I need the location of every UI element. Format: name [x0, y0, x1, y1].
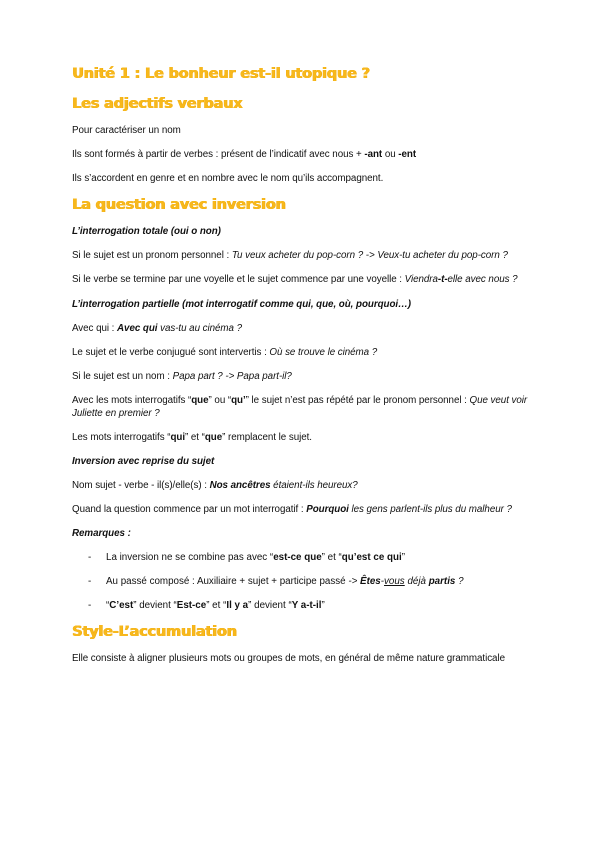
paragraph: Pour caractériser un nom — [72, 125, 181, 136]
paragraph: Ils sont formés à partir de verbes : présent de l’indicatif avec nous + -ant ou -ent — [72, 149, 417, 161]
paragraph: Elle consiste à aligner plusieurs mots ou groupes de mots, en général de même nature grammaticale — [72, 653, 505, 665]
list-item: - “C’est” devient “Est-ce” et “Il y a” devient “Y a-t-il” — [72, 600, 530, 613]
document-page — [72, 66, 530, 677]
list-item: - Au passé composé : Auxiliaire + sujet + participe passé -> Êtes-vous déjà partis ? — [72, 576, 530, 589]
paragraph: Le sujet et le verbe conjugué sont intervertis : Où se trouve le cinéma ? — [72, 346, 378, 358]
list-item: - La inversion ne se combine pas avec “est-ce que” et “qu’est ce qui” — [72, 552, 530, 565]
paragraph: Nom sujet - verbe - il(s)/elle(s) : Nos ancêtres étaient-ils heureux? — [72, 479, 358, 491]
heading-adjectifs-verbaux: Les adjectifs verbaux — [72, 96, 243, 112]
paragraph: Si le verbe se termine par une voyelle et le sujet commence par une voyelle : Viendra-t-elle avec nous ? — [72, 274, 518, 286]
paragraph: Ils s’accordent en genre et en nombre avec le nom qu’ils accompagnent. — [72, 173, 384, 185]
paragraph: Si le sujet est un pronom personnel : Tu veux acheter du pop-corn ? -> Veux-tu acheter du pop-corn ? — [72, 250, 508, 262]
paragraph: Les mots interrogatifs “qui” et “que” remplacent le sujet. — [72, 431, 312, 443]
paragraph: Avec qui : Avec qui vas-tu au cinéma ? — [72, 322, 242, 334]
paragraph: Quand la question commence par un mot interrogatif : Pourquoi les gens parlent-ils plus du malheur ? — [72, 503, 512, 515]
paragraph: Avec les mots interrogatifs “que” ou “qu’” le sujet n’est pas répété par le pronom personnel : Que veut voir Juliette en premier ? — [72, 394, 528, 419]
paragraph: Si le sujet est un nom : Papa part ? -> Papa part-il? — [72, 370, 292, 382]
subheading-inversion-reprise: Inversion avec reprise du sujet — [72, 455, 215, 467]
heading-style-accumulation: Style-L’accumulation — [72, 624, 237, 641]
subheading-interrogation-totale: L’interrogation totale (oui o non) — [72, 226, 221, 238]
subheading-interrogation-partielle: L’interrogation partielle (mot interrogatif comme qui, que, où, pourquoi…) — [72, 298, 412, 310]
subheading-remarques: Remarques : — [72, 528, 131, 539]
unit-title: Unité 1 : Le bonheur est-il utopique ? — [72, 66, 370, 82]
heading-question-inversion: La question avec inversion — [72, 197, 286, 214]
remarques-list — [72, 552, 530, 613]
